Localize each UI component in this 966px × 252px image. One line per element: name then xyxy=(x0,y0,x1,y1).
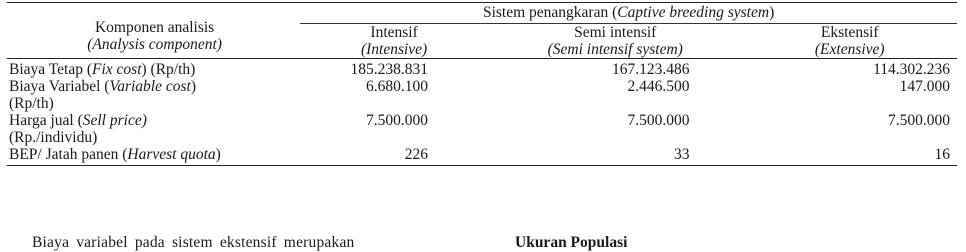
column-header-ekstensif: Ekstensif (Extensive) xyxy=(742,24,957,59)
table-cell: 16 xyxy=(742,146,957,166)
section-heading: Ukuran Populasi xyxy=(515,234,628,251)
row-label: Biaya Tetap (Fix cost) (Rp/th) xyxy=(7,59,300,79)
table-row xyxy=(7,59,957,79)
row-label: Harga jual (Sell price) (Rp./individu) xyxy=(9,112,147,146)
table-cell: 167.123.486 xyxy=(488,59,743,79)
row-label: Biaya Variabel (Variable cost) (Rp/th) xyxy=(9,78,196,112)
table-cell: 7.500.000 xyxy=(365,112,428,129)
table-cell: 226 xyxy=(300,146,488,166)
table-cell: 147.000 xyxy=(899,78,950,95)
paragraph-start: Biaya variabel pada sistem ekstensif merupakan xyxy=(32,234,355,251)
table-cell: 7.500.000 xyxy=(888,112,950,129)
table-cell: 114.302.236 xyxy=(742,59,957,79)
column-header-intensif: Intensif (Intensive) xyxy=(300,24,488,59)
component-header-label: Komponen analisis xyxy=(94,18,215,36)
component-header-label-en: (Analysis component) xyxy=(87,35,222,53)
component-column-header xyxy=(7,3,300,59)
table-cell: 33 xyxy=(488,146,743,166)
table-row xyxy=(7,146,957,166)
table-row xyxy=(7,78,957,112)
table-cell: 7.500.000 xyxy=(627,112,690,129)
system-group-header: Sistem penangkaran (Captive breeding system) xyxy=(300,3,957,24)
table-row xyxy=(7,112,957,146)
captive-breeding-cost-table xyxy=(7,2,957,166)
row-label: BEP/ Jatah panen (Harvest quota) xyxy=(7,146,300,166)
table-header-row-1 xyxy=(7,3,957,24)
column-header-semi-intensif: Semi intensif (Semi intensif system) xyxy=(488,24,743,59)
table-cell: 6.680.100 xyxy=(365,78,428,95)
table-cell: 2.446.500 xyxy=(627,78,690,95)
table-cell: 185.238.831 xyxy=(300,59,488,79)
